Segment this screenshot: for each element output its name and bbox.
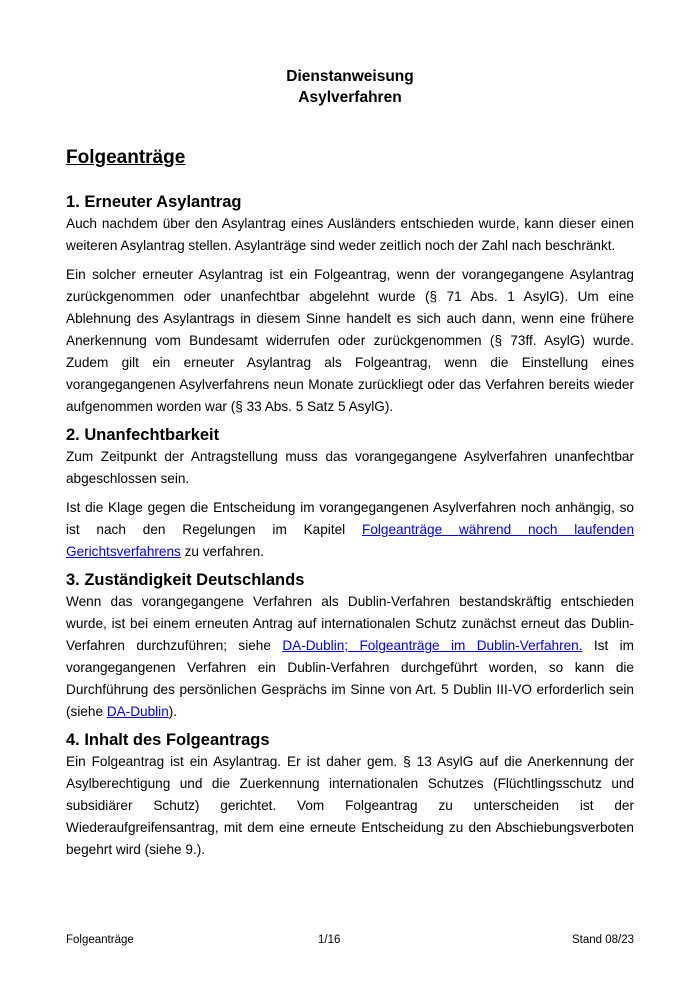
section-3-text-2: Ist im vorangegangenen Verfahren ein Dublin-Verfahren durchgeführt worden, so kann die Durchführung des persönlichen Gesprächs im Sinne von Art. 5 Dublin III-VO erforderlich sein (siehe (66, 638, 634, 719)
header-line-1: Dienstanweisung (286, 68, 414, 85)
link-da-dublin[interactable]: DA-Dublin (106, 704, 169, 719)
section-1-paragraph-1: Auch nachdem über den Asylantrag eines Ausländers entschieden wurde, kann dieser einen weiteren Asylantrag stellen. Asylanträge sind weder zeitlich noch der Zahl nach beschränkt. (66, 216, 634, 253)
section-4-paragraph-1: Ein Folgeantrag ist ein Asylantrag. Er ist daher gem. § 13 AsylG auf die Anerkennung der Asylberechtigung und die Zuerkennung internationalen Schutzes (Flüchtlingsschutz und subsidiärer Schutz) gerichtet. Vom Folgeantrag zu unterscheiden ist der Wiederaufgreifensantrag, mit dem eine erneute Entscheidung zu den Abschiebungsverboten begehrt wird (siehe 9.). (66, 754, 634, 857)
section-2-heading: 2. Unanfechtbarkeit (66, 426, 220, 444)
section-1-paragraph-2: Ein solcher erneuter Asylantrag ist ein Folgeantrag, wenn der vorangegangene Asylantrag zurückgenommen oder unanfechtbar abgelehnt wurde (§ 71 Abs. 1 AsylG). Um eine Ablehnung des Asylantrags in diesem Sinne handelt es sich auch dann, wenn eine frühere Anerkennung vom Bundesamt widerrufen oder zurückgenommen (§ 73ff. AsylG) wurde. Zudem gilt ein erneuter Asylantrag als Folgeantrag, wenn die Einstellung eines vorangegangenen Asylverfahrens neun Monate zurückliegt oder das Verfahren bereits wieder aufgenommen worden war (§ 33 Abs. 5 Satz 5 AsylG). (66, 267, 634, 414)
section-2-paragraph-2-text: Ist die Klage gegen die Entscheidung im vorangegangenen Asylverfahren noch anhängig, so ist nach den Regelungen im Kapitel (66, 500, 634, 537)
page-title: Folgeanträge (66, 147, 186, 168)
section-4 (66, 730, 634, 861)
section-2-paragraph-2-end: zu verfahren. (180, 544, 264, 559)
section-3-text-3: ). (168, 704, 178, 719)
section-2-paragraph-1: Zum Zeitpunkt der Antragstellung muss das vorangegangene Asylverfahren unanfechtbar abgeschlossen sein. (66, 449, 634, 486)
document-header (0, 66, 700, 108)
section-1-heading: 1. Erneuter Asylantrag (66, 193, 242, 211)
section-3-paragraph-1 (66, 591, 634, 723)
section-2 (66, 425, 634, 563)
section-3-text-1: Wenn das vorangegangene Verfahren als Dublin-Verfahren bestandskräftig entschieden wurde, ist bei einem erneuten Antrag auf internationalen Schutz zunächst erneut das Dublin-Verfahren durchzuführen; siehe (66, 594, 634, 653)
header-line-2: Asylverfahren (298, 89, 402, 106)
link-folgeantraege-gerichtsverfahren[interactable]: Folgeanträge während noch laufenden Gerichtsverfahrens (66, 522, 635, 559)
section-4-heading: 4. Inhalt des Folgeantrags (66, 731, 270, 749)
section-3-heading: 3. Zuständigkeit Deutschlands (66, 571, 305, 589)
link-da-dublin-folgeantraege[interactable]: DA-Dublin; Folgeanträge im Dublin-Verfahren. (282, 638, 583, 653)
document-body (66, 192, 634, 868)
section-1 (66, 192, 634, 418)
section-2-paragraph-2 (66, 497, 634, 563)
footer-page-number: 1/16 (318, 934, 341, 946)
footer-chapter: Folgeanträge (66, 934, 134, 946)
section-3 (66, 570, 634, 723)
footer-version: Stand 08/23 (571, 934, 634, 946)
